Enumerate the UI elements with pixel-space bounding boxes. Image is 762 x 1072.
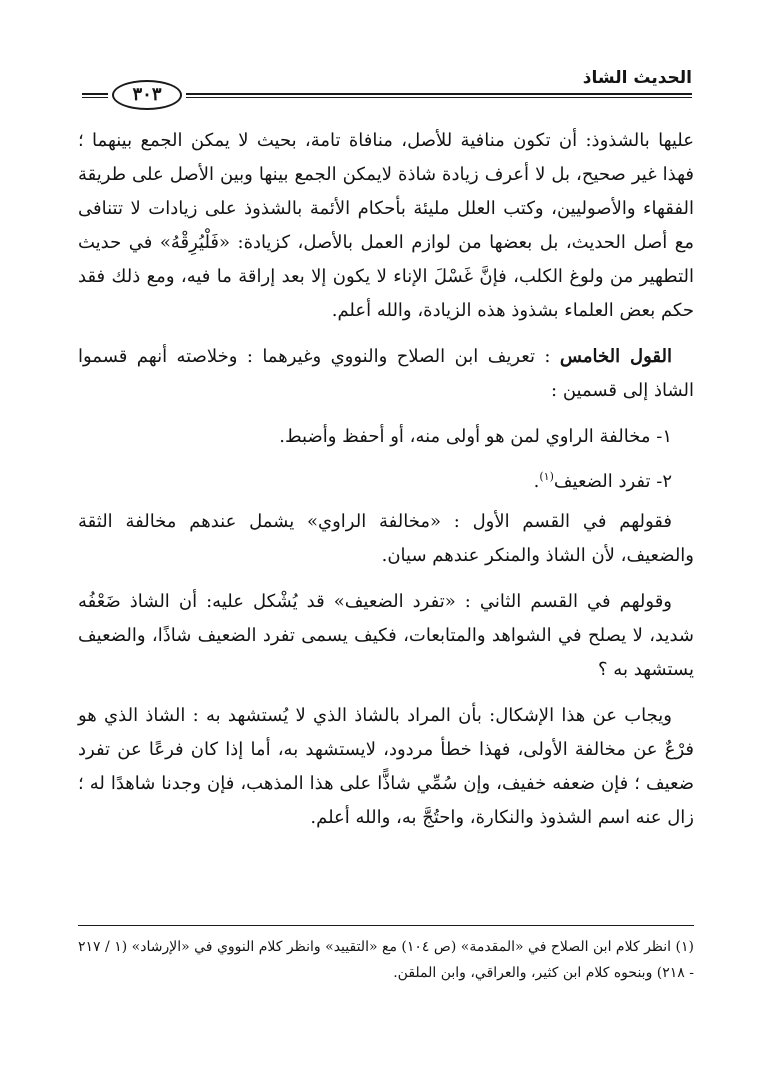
paragraph-1: عليها بالشذوذ: أن تكون منافية للأصل، منافاة تامة، بحيث لا يمكن الجمع بينهما ؛ فهذا غير صحيح، بل لا أعرف زيادة شاذة لايمكن الجمع بينها وبين الأصل على طريقة الفقهاء والأصوليين، وكتب العلل مليئة بأحكام الأئمة بالشذوذ على زيادات لا تتنافى مع أصل الحديث، بل بعضها من لوازم العمل بالأصل، كزيادة: «فَلْيُرِقْهُ» في حديث التطهير من ولوغ الكلب، فإنَّ غَسْلَ الإناء لا يكون إلا بعد إراقة ما فيه، ومع ذلك فقد حكم بعض العلماء بشذوذ هذه الزيادة، والله أعلم.	[78, 130, 694, 321]
paragraph-3: فقولهم في القسم الأول : «مخالفة الراوي» يشمل عندهم مخالفة الثقة والضعيف، لأن الشاذ والمنكر عندهم سيان.	[78, 511, 694, 566]
paragraph-2	[78, 340, 694, 408]
footnote-ref[interactable]: (١)	[539, 470, 554, 483]
fifth-opinion-text: : تعريف ابن الصلاح والنووي وغيرهما : وخلاصته أنهم قسموا الشاذ إلى قسمين :	[78, 346, 694, 401]
list-item-1: ١- مخالفة الراوي لمن هو أولى منه، أو أحفظ وأضبط.	[279, 426, 672, 447]
header-rule-left-thin	[82, 97, 108, 98]
running-title: الحديث الشاذ	[582, 68, 692, 88]
header-rule	[186, 93, 692, 95]
fifth-opinion-label: القول الخامس	[559, 346, 673, 367]
paragraph-5: ويجاب عن هذا الإشكال: بأن المراد بالشاذ الذي لا يُستشهد به : الشاذ الذي هو فرْعٌ عن مخالفة الأولى، فهذا خطأ مردود، لايستشهد به، أما إذا كان فرعًا عن تفرد ضعيف ؛ فإن ضعفه خفيف، وإن سُمِّي شاذًّا على هذا المذهب، فإن وجدنا شاهدًا له ؛ زال عنه اسم الشذوذ والنكارة، واحتُجَّ به، والله أعلم.	[78, 705, 694, 828]
footnote: (١) انظر كلام ابن الصلاح في «المقدمة» (ص ١٠٤) مع «التقييد» وانظر كلام النووي في «الإرشاد» (١ / ٢١٧ - ٢١٨) وبنحوه كلام ابن كثير، والعراقي، وابن الملقن.	[78, 939, 694, 981]
header-rule-left	[82, 93, 108, 95]
page-number: ٣٠٣	[112, 80, 182, 110]
header-rule-thin	[186, 97, 692, 98]
paragraph-4: وقولهم في القسم الثاني : «تفرد الضعيف» قد يُشْكل عليه: أن الشاذ ضَعْفُه شديد، لا يصلح في الشواهد والمتابعات، فكيف يسمى تفرد الضعيف شاذًا، والضعيف يستشهد به ؟	[78, 591, 694, 680]
main-text	[78, 124, 694, 847]
list-item-2: ٢- تفرد الضعيف$^{(١)}$.	[533, 470, 672, 492]
page-header	[82, 66, 692, 110]
footnote-divider	[78, 925, 694, 926]
list-item-2-text: ٢- تفرد الضعيف	[553, 471, 672, 492]
